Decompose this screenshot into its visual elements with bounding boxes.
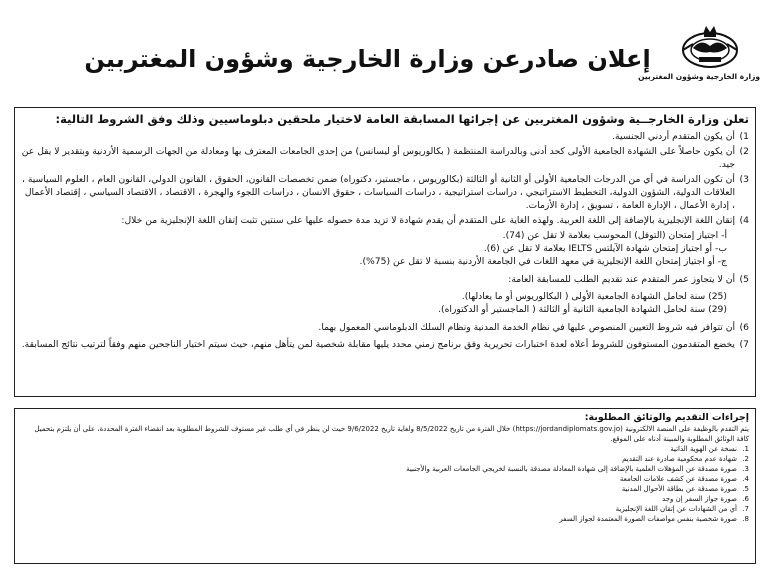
document-item (21, 494, 749, 504)
condition-item (21, 214, 749, 227)
announcement-intro: تعلن وزارة الخارجــية وشؤون المغتربين عن إجرائها المسابقة العامة لاختيار ملحقين دبلوماسيين وذلك وفق الشروط التالية: (55, 112, 749, 126)
condition-number: 3) (739, 174, 749, 185)
condition-text: أن يكون حاصلاً على الشهادة الجامعية الأولى كحد أدنى وبالدراسة المنتظمة ( بكالوريوس أو ليسانس) من إحدى الجامعات المعترف بها ومعادلة من الجهات الرسمية الأردنية وبتقدير لا يقل عن جيد. (21, 146, 735, 170)
page-title: إعلان صادرعن وزارة الخارجية وشؤون المغتربين (84, 45, 651, 73)
document-text: أي من الشهادات عن إتقان اللغة الإنجليزية (615, 505, 737, 513)
document-text: صورة مصدقة عن كشف علامات الجامعة (619, 475, 737, 483)
procedures-box (14, 408, 756, 564)
condition-item (21, 321, 749, 334)
document-text: نسخة عن الهوية الذاتية (670, 445, 737, 453)
condition-item (21, 173, 749, 212)
document-number: 5. (742, 485, 749, 493)
document-text: شهادة عدم محكومية صادرة عند التقديم (622, 455, 737, 463)
document-number: 4. (742, 475, 749, 483)
document-text: صورة شخصية بنفس مواصفات الصورة المعتمدة لجواز السفر (559, 515, 737, 523)
condition-item (21, 130, 749, 143)
document-item (21, 454, 749, 464)
condition-number: 1) (739, 131, 749, 142)
condition-number: 4) (739, 215, 749, 226)
condition-item (21, 273, 749, 286)
document-item (21, 514, 749, 524)
age-limit: (25) سنة لحامل الشهادة الجامعية الأولى ( البكالوريوس أو ما يعادلها). (461, 291, 727, 302)
ministry-caption: وزارة الخارجية وشؤون المغتربين (638, 72, 760, 81)
english-option: أ- اجتياز إمتحان (التوفل) المحوسب بعلامة لا تقل عن (74). (502, 230, 727, 241)
condition-text: أن تتوافر فيه شروط التعيين المنصوص عليها في نظام الخدمة المدنية ونظام السلك الدبلوماسي المعمول بهما. (318, 322, 735, 333)
document-item (21, 484, 749, 494)
condition-text: يخضع المتقدمون المستوفون للشروط أعلاه لعدة اختبارات تحريرية وفق برنامج زمني محدد يليها مقابلة شخصية لمن يتأهل منهم، حيث سيتم اختيار الناجحين منهم وفقاً لترتيب نتائج المسابقة. (21, 339, 735, 350)
document-number: 6. (742, 495, 749, 503)
document-number: 1. (742, 445, 749, 453)
age-limit: (29) سنة لحامل الشهادة الجامعية الثانية أو الثالثة ( الماجستير أو الدكتوراه). (438, 304, 727, 315)
condition-text: إتقان اللغة الإنجليزية بالإضافة إلى اللغة العربية. ولهذه الغاية على المتقدم أن يقدم شهادة لا تزيد مدة حصوله عليها على سنتين تثبت إتقان اللغة الإنجليزية من خلال: (121, 215, 735, 226)
condition-item (21, 338, 749, 351)
condition-text: أن لا يتجاوز عمر المتقدم عند تقديم الطلب للمسابقة العامة: (508, 274, 735, 285)
english-option: ب- أو اجتياز إمتحان شهادة الآيلتس IELTS بعلامة لا تقل عن (6). (483, 243, 727, 254)
english-option: ج- أو اجتياز إمتحان اللغة الإنجليزية في معهد اللغات في الجامعة الأردنية بنسبة لا تقل عن (75%). (359, 256, 727, 267)
document-item (21, 444, 749, 454)
document-number: 3. (742, 465, 749, 473)
condition-number: 6) (739, 322, 749, 333)
condition-number: 2) (739, 146, 749, 157)
document-text: صورة جواز السفر إن وجد (662, 495, 737, 503)
document-text: صورة مصدقة عن المؤهلات العلمية بالإضافة إلى شهادة المعادلة مصدقة بالنسبة لخريجي الجامعات العربية والأجنبية (406, 465, 737, 473)
document-number: 7. (742, 505, 749, 513)
document-item (21, 464, 749, 474)
ministry-logo (638, 24, 760, 86)
condition-text: أن تكون الدراسة في أي من الدرجات الجامعية الأولى أو الثانية أو الثالثة (بكالوريوس ، ماجستير، دكتوراه) ضمن تخصصات القانون، الحقوق ، القانون الدولي، القانون العام ، العلوم السياسية ، العلاقات الدولية، الشؤون الدولية، التخطيط الاستراتيجي ، دراسات استراتيجية ، دراسات السياسات ، حقوق الانسان ، دراسات اللجوء والهجرة ، الاقتصاد ، الاقتصاد السياسي ، إقتصاد الأعمال ، إدارة الأعمال ، الإدارة العامة ، تسويق ، إدارة الأزمات. (21, 174, 735, 211)
condition-number: 7) (739, 339, 749, 350)
procedures-text: يتم التقدم بالوظيفة على المنصة الالكترونية (https://jordandiplomats.gov.jo) خلال الفترة من تاريخ 8/5/2022 ولغاية تاريخ 9/6/2022 حيث لن ينظر في أي طلب غير مستوف للشروط المطلوبة بعد انقضاء الفترة المحددة، على أن يلتزم بتحميل كافة الوثائق المطلوبة والمبينة أدناه على الموقع. (34, 425, 749, 443)
document-item (21, 474, 749, 484)
document-item (21, 504, 749, 514)
procedures-title: إجراءات التقديم والوثائق المطلوبة: (584, 412, 749, 423)
document-number: 2. (742, 455, 749, 463)
coat-of-arms-icon (679, 24, 741, 70)
document-text: صورة مصدقة عن بطاقة الأحوال المدنية (621, 485, 737, 493)
condition-text: أن يكون المتقدم أردني الجنسية. (612, 131, 735, 142)
condition-item (21, 145, 749, 171)
condition-number: 5) (739, 274, 749, 285)
document-number: 8. (742, 515, 749, 523)
announcement-box (14, 107, 756, 397)
